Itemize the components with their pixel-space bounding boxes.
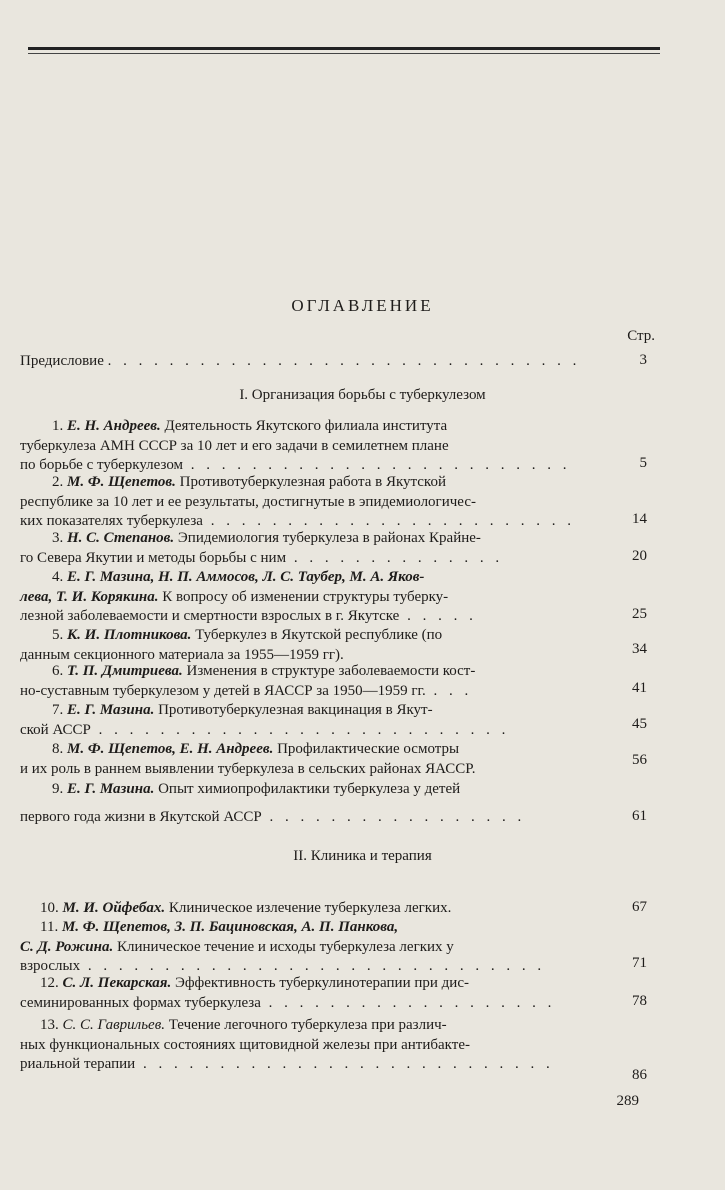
section-1-title: I. Организация борьбы с туберкулезом	[239, 387, 486, 403]
toc-entry-3: 3. Н. С. Степанов. Эпидемиология туберкулеза в районах Крайне- го Севера Якутии и методы борьбы с ним . . . . . . . . . . . . . .	[20, 530, 504, 566]
top-rule	[28, 47, 660, 50]
top-rule-thin	[28, 53, 660, 54]
entry-4-page: 25	[632, 606, 647, 622]
preface-label: Предисловие	[20, 353, 104, 369]
toc-entry-13: 13. С. С. Гаврильев. Течение легочного туберкулеза при различ- ных функциональных состояниях щитовидной железы при антибакте- риальной терапии . . . . . . . . . . . . . . . . . . . . . . . . . . .	[20, 1017, 554, 1072]
entry-10-page: 67	[632, 899, 647, 915]
toc-entry-10: 10. М. И. Ойфебах. Клиническое излечение туберкулеза легких.	[40, 900, 452, 916]
entry-12-page: 78	[632, 993, 647, 1009]
toc-entry-12: 12. С. Л. Пекарская. Эффективность туберкулинотерапии при дис- семинированных формах туберкулеза . . . . . . . . . . . . . . . . . . .	[20, 975, 556, 1011]
entry-9-page: 61	[632, 808, 647, 824]
entry-5-page: 34	[632, 641, 647, 657]
toc-entry-8: 8. М. Ф. Щепетов, Е. Н. Андреев. Профилактические осмотры и их роль в раннем выявлении туберкулеза в сельских районах ЯАССР.	[20, 741, 476, 777]
entry-8-page: 56	[632, 752, 647, 768]
toc-entry-11: 11. М. Ф. Щепетов, З. П. Бациновская, А. П. Панкова, С. Д. Рожина. Клиническое течение и исходы туберкулеза легких у взрослых . . . . . . . . . . . . . . . . . . . . . . . . . . . . . .	[20, 919, 546, 974]
preface-page: 3	[639, 352, 647, 368]
toc-entry-5: 5. К. И. Плотникова. Туберкулез в Якутской республике (по данным секционного материала за 1955—1959 гг).	[20, 627, 443, 663]
page-title: ОГЛАВЛЕНИЕ	[291, 296, 434, 315]
toc-entry-4: 4. Е. Г. Мазина, Н. П. Аммосов, Л. С. Таубер, М. А. Яков- лева, Т. И. Корякина. К вопросу об изменении структуры туберку- лезной заболеваемости и смертности взрослых в г. Якутске . . . . .	[20, 569, 477, 624]
entry-1-page: 5	[639, 455, 647, 471]
toc-entry-6: 6. Т. П. Дмитриева. Изменения в структуре заболеваемости кост- но-суставным туберкулезом у детей в ЯАССР за 1950—1959 гг. . . .	[20, 663, 476, 699]
entry-3-page: 20	[632, 548, 647, 564]
toc-entry-1: 1. Е. Н. Андреев. Деятельность Якутского филиала института туберкулеза АМН СССР за 10 лет и его задачи в семилетнем плане по борьбе с туберкулезом . . . . . . . . . . . . . . . . . . . . . . . . .	[20, 418, 571, 473]
page-column-header: Стр.	[627, 328, 655, 344]
entry-13-page: 86	[632, 1067, 647, 1083]
section-2-title: II. Клиника и терапия	[293, 848, 432, 864]
entry-7-page: 45	[632, 716, 647, 732]
toc-entry-7: 7. Е. Г. Мазина. Противотуберкулезная вакцинация в Якут- ской АССР . . . . . . . . . . . . . . . . . . . . . . . . . . .	[20, 702, 510, 738]
toc-entry-9-line2: первого года жизни в Якутской АССР . . . . . . . . . . . . . . . . .	[20, 809, 526, 825]
page-folio: 289	[616, 1093, 639, 1109]
toc-entry-2: 2. М. Ф. Щепетов. Противотуберкулезная работа в Якутской республике за 10 лет и ее результаты, достигнутые в эпидемиологичес- ких показателях туберкулеза . . . . . . . . . . . . . . . . . . . . . . . .	[20, 474, 575, 529]
entry-6-page: 41	[632, 680, 647, 696]
entry-11-page: 71	[632, 955, 647, 971]
toc-preface: Предисловие . . . . . . . . . . . . . . . . . . . . . . . . . . . . . . .	[20, 353, 581, 369]
entry-2-page: 14	[632, 511, 647, 527]
toc-entry-9: 9. Е. Г. Мазина. Опыт химиопрофилактики туберкулеза у детей	[52, 781, 461, 797]
